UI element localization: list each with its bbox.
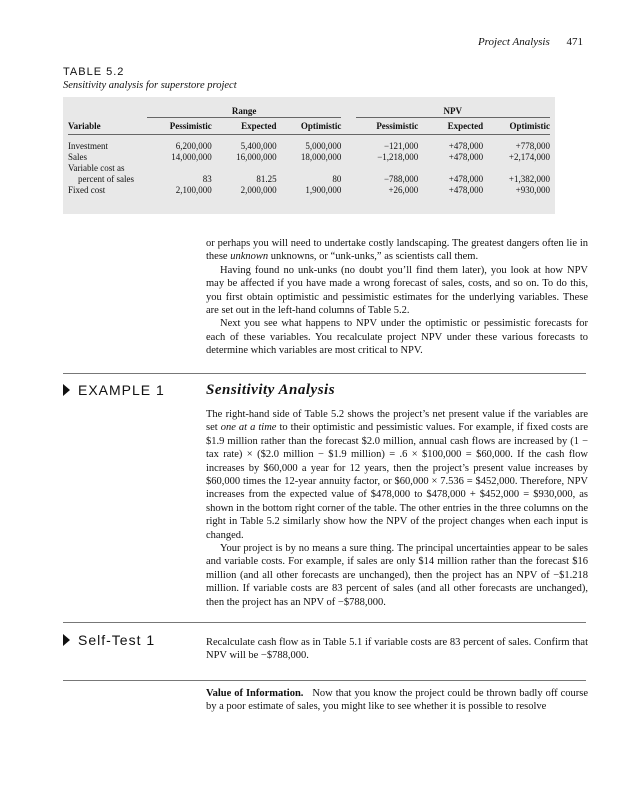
table-cell: 1,900,000 [305, 185, 342, 195]
table-cell: −1,218,000 [377, 152, 419, 162]
triangle-icon [63, 384, 70, 396]
paragraph: Having found no unk-unks (no doubt you’ll find them later), you look at how NPV may be affected if you have made a wrong forecast of sales, costs, and so on. To do this, you first obtain optimistic and pessimistic estimates for the underlying variables. These are set out in the left-hand columns of Table 5.2. [206, 264, 588, 317]
table-cell: +2,174,000 [508, 152, 550, 162]
paragraph: Value of Information. Now that you know the project could be thrown badly off course by a poor estimate of sales, you might like to see whether it is possible to resolve [206, 688, 588, 713]
divider [63, 622, 586, 623]
divider [63, 680, 586, 681]
npv-group-header: NPV [356, 105, 550, 118]
table-cell: 5,000,000 [305, 141, 342, 151]
paragraph: Recalculate cash flow as in Table 5.1 if variable costs are 83 percent of sales. Confirm that NPV will be −$788,000. [206, 637, 588, 662]
table-cell: −788,000 [383, 174, 419, 184]
example-label: EXAMPLE 1 [63, 382, 165, 398]
column-header: Pessimistic [147, 118, 212, 135]
table-cell: +478,000 [448, 152, 484, 162]
row-label-line: Variable cost as [68, 163, 125, 173]
intro-text [206, 237, 588, 358]
table-cell: +478,000 [448, 174, 484, 184]
table-cell: 16,000,000 [236, 152, 277, 162]
running-head-title: Project Analysis [477, 36, 550, 48]
example-text [206, 408, 588, 609]
table-row [68, 141, 550, 152]
column-header: Expected [418, 118, 483, 135]
table-cell: +478,000 [448, 185, 484, 195]
table-cell: 2,000,000 [240, 185, 277, 195]
column-header: Variable [68, 118, 147, 135]
table-cell: 14,000,000 [171, 152, 212, 162]
table-cell: 6,200,000 [175, 141, 212, 151]
row-label-line: percent of sales [78, 174, 134, 184]
table-cell: 2,100,000 [175, 185, 212, 195]
row-label: Fixed cost [68, 185, 106, 195]
page-number: 471 [566, 36, 583, 48]
self-test-label: Self-Test 1 [63, 632, 155, 648]
example-title: Sensitivity Analysis [206, 382, 336, 398]
table-cell: 80 [332, 174, 342, 184]
table-caption: Sensitivity analysis for superstore project [63, 80, 237, 91]
running-head [478, 36, 583, 48]
row-label: Investment [68, 141, 108, 151]
table-cell: 5,400,000 [240, 141, 277, 151]
table-cell: +478,000 [448, 141, 484, 151]
sensitivity-table [68, 105, 550, 196]
column-header: Optimistic [483, 118, 550, 135]
table-cell: 81.25 [256, 174, 277, 184]
range-group-header: Range [147, 105, 341, 118]
table-row [68, 163, 550, 185]
triangle-icon [63, 634, 70, 646]
value-of-information-text [206, 687, 588, 714]
sensitivity-table-box [63, 97, 555, 214]
divider [63, 373, 586, 374]
table-cell: +778,000 [515, 141, 550, 151]
section-heading: Value of Information. [206, 688, 304, 699]
table-cell: −121,000 [383, 141, 419, 151]
row-label [68, 163, 147, 185]
column-header: Expected [212, 118, 277, 135]
column-header: Optimistic [277, 118, 342, 135]
table-cell: +26,000 [388, 185, 419, 195]
paragraph: Next you see what happens to NPV under the optimistic or pessimistic forecasts for each of these variables. You recalculate project NPV under these various forecasts to determine which variables are most critical to NPV. [206, 318, 588, 357]
table-cell: +930,000 [515, 185, 550, 195]
paragraph: The right-hand side of Table 5.2 shows the project’s net present value if the variables are set one at a time to their optimistic and pessimistic values. For example, if fixed costs are $1.9 million rather than the forecast $2.0 million, annual cash flows are increased by (1 − tax rate) × ($2.0 million − $1.9 million) = .6 × $100,000 = $60,000. If the cash flow increases by $60,000 a year for 12 years, then the project’s present value increases by $60,000 times the 12-year annuity factor, or $60,000 × 7.536 = $452,000. Therefore, NPV increases from the expected value of $478,000 to $478,000 + $452,000 = $930,000, as shown in the bottom right corner of the table. The other entries in the three columns on the right in Table 5.2 similarly show how the NPV of the project changes when each input is changed. [206, 409, 588, 541]
row-label: Sales [68, 152, 87, 162]
table-cell: 18,000,000 [300, 152, 342, 162]
table-row [68, 185, 550, 196]
paragraph: Your project is by no means a sure thing. The principal uncertainties appear to be sales and variable costs. For example, if sales are only $14 million rather than the forecast $16 million (and all other forecasts are unchanged), then the project has an NPV of −$1.218 million. If variable costs are 83 percent of sales (and all other forecasts are unchanged), then the project has an NPV of −$788,000. [206, 543, 588, 608]
table-label: TABLE 5.2 [63, 66, 125, 78]
table-row [68, 152, 550, 163]
paragraph: or perhaps you will need to undertake costly landscaping. The greatest dangers often lie in these unknown unknowns, or “unk-unks,” as scientists call them. [206, 238, 588, 263]
column-header: Pessimistic [356, 118, 419, 135]
self-test-text [206, 636, 588, 663]
table-cell: +1,382,000 [508, 174, 550, 184]
table-cell: 83 [202, 174, 212, 184]
